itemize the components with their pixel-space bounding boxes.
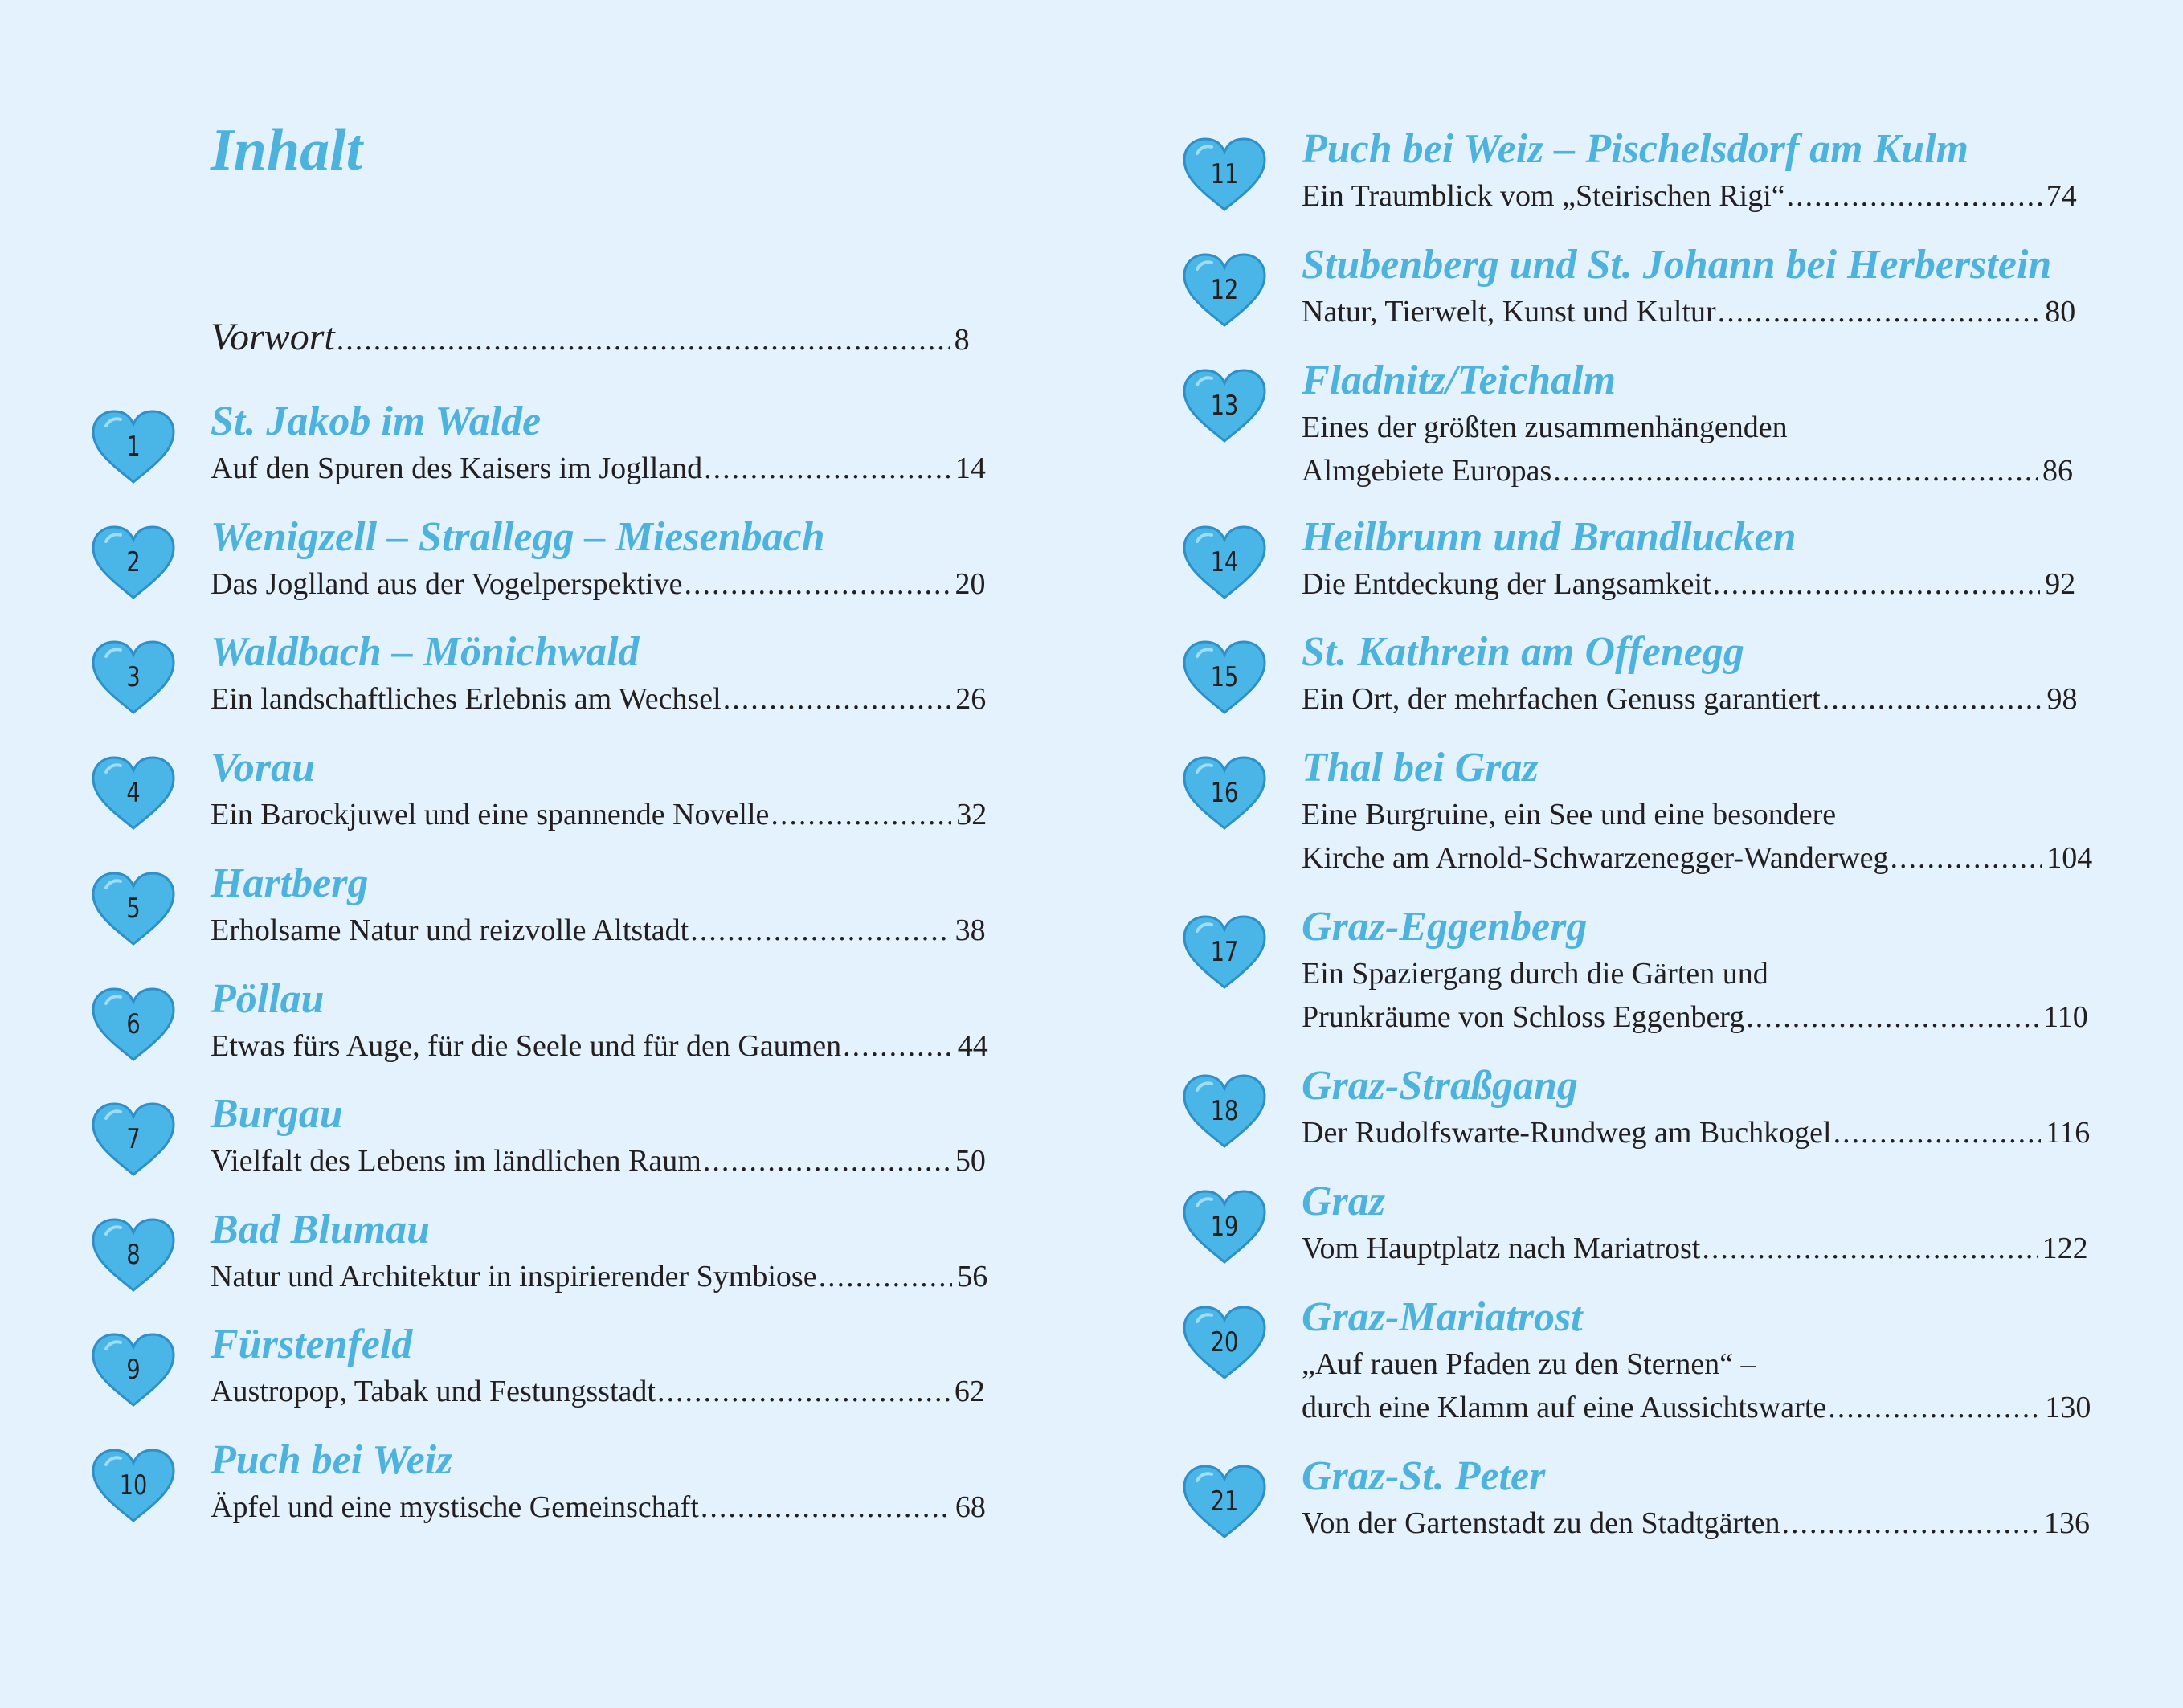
subtitle-text: Almgebiete Europas [1302, 454, 1552, 488]
dot-leader [1713, 562, 2041, 606]
entry-title: Graz-Straßgang [1302, 1063, 1578, 1109]
heart-icon [90, 754, 177, 832]
dot-leader [657, 1370, 950, 1413]
entry-subtitle [1302, 952, 2088, 1039]
page-number: 44 [957, 1029, 988, 1063]
entry-body [1302, 356, 2073, 492]
subtitle-text: Ein landschaftliches Erlebnis am Wechsel [211, 682, 722, 716]
entry-body [1302, 125, 2077, 218]
page-number: 122 [2042, 1232, 2088, 1265]
entry-subtitle-line-with-page [211, 1024, 988, 1068]
entry-subtitle-line [1302, 1342, 2050, 1386]
page-number: 116 [2045, 1116, 2091, 1150]
dot-leader [690, 909, 950, 952]
entry-number: 6 [126, 1008, 141, 1040]
dot-leader [819, 1255, 953, 1298]
page-title: Inhalt [211, 117, 363, 183]
heart-icon [90, 408, 177, 485]
entry-number: 10 [119, 1469, 148, 1502]
dot-leader [1718, 290, 2041, 333]
heart-icon [1181, 913, 1268, 991]
subtitle-text: Prunkräume von Schloss Eggenberg [1302, 1000, 1745, 1034]
entry-body [211, 627, 987, 721]
subtitle-text: Ein Barockjuwel und eine spannende Novelle [211, 798, 770, 832]
entry-body [211, 859, 986, 952]
heart-icon [1181, 639, 1268, 716]
subtitle-text: Vom Hauptplatz nach Mariatrost [1302, 1232, 1701, 1265]
subtitle-text: Von der Gartenstadt zu den Stadtgärten [1302, 1506, 1780, 1540]
dot-leader [1833, 1111, 2041, 1154]
subtitle-text: Kirche am Arnold-Schwarzenegger-Wanderweg [1302, 841, 1889, 875]
subtitle-text: Eine Burgruine, ein See und eine besondere [1302, 798, 1837, 832]
entry-title: Graz-Mariatrost [1302, 1294, 1583, 1340]
entry-subtitle-line-with-page [1302, 174, 2077, 218]
dot-leader [1828, 1386, 2040, 1429]
entry-subtitle [1302, 290, 2076, 333]
subtitle-text: Die Entdeckung der Langsamkeit [1302, 567, 1711, 601]
heart-icon [1181, 251, 1268, 329]
page-number: 32 [956, 798, 987, 832]
entry-body [211, 397, 986, 490]
entry-subtitle-line-with-page [211, 1139, 986, 1183]
entry-subtitle-line [1302, 406, 2050, 449]
heart-icon [1181, 136, 1268, 213]
entry-number: 5 [126, 893, 141, 925]
page-number: 130 [2045, 1391, 2091, 1424]
entry-body [211, 1205, 988, 1298]
entry-subtitle [211, 1139, 986, 1183]
entry-number: 13 [1210, 390, 1239, 422]
subtitle-text: Vielfalt des Lebens im ländlichen Raum [211, 1144, 701, 1178]
dot-leader [1782, 1502, 2039, 1545]
entry-number: 15 [1210, 661, 1239, 693]
heart-icon [90, 639, 177, 716]
entry-body [1302, 1177, 2088, 1270]
entry-subtitle-line-with-page [211, 1485, 986, 1529]
entry-body [1302, 1293, 2091, 1429]
dot-leader [337, 318, 950, 362]
dot-leader [1746, 995, 2038, 1039]
heart-icon [1181, 1463, 1268, 1540]
entry-subtitle-line-with-page [1302, 995, 2088, 1039]
entry-title: St. Jakob im Walde [211, 398, 542, 444]
entry-subtitle-line-with-page [211, 793, 987, 836]
subtitle-text: Ein Traumblick vom „Steirischen Rigi“ [1302, 179, 1785, 213]
entry-subtitle-line-with-page [1302, 562, 2076, 606]
entry-subtitle-line-with-page [211, 909, 986, 952]
entry-body [1302, 743, 2093, 880]
page-number: 80 [2045, 295, 2076, 329]
entry-title: Stubenberg und St. Johann bei Herberstein [1302, 242, 2052, 288]
entry-title: Fürstenfeld [211, 1322, 413, 1367]
heart-icon [1181, 1304, 1268, 1381]
entry-subtitle [211, 1370, 985, 1413]
subtitle-text: Etwas fürs Auge, für die Seele und für den Gaumen [211, 1029, 842, 1063]
dot-leader [723, 677, 951, 721]
entry-number: 7 [126, 1123, 141, 1155]
heart-icon [90, 1447, 177, 1524]
subtitle-text: Natur, Tierwelt, Kunst und Kultur [1302, 295, 1716, 329]
entry-body [1302, 902, 2088, 1039]
entry-number: 11 [1210, 158, 1239, 190]
page-number: 74 [2046, 179, 2077, 213]
entry-subtitle [211, 793, 987, 836]
entry-title: St. Kathrein am Offenegg [1302, 629, 1744, 675]
subtitle-text: „Auf rauen Pfaden zu den Sternen“ – [1302, 1347, 1756, 1381]
entry-number: 2 [126, 546, 141, 578]
entry-title: Pöllau [211, 976, 325, 1022]
entry-number: 8 [126, 1239, 141, 1271]
page-number: 98 [2046, 682, 2078, 716]
dot-leader [704, 447, 950, 490]
entry-subtitle-line-with-page [1302, 677, 2078, 721]
subtitle-text: Erholsame Natur und reizvolle Altstadt [211, 913, 689, 947]
entry-subtitle-line [1302, 793, 2050, 836]
page-number: 50 [955, 1144, 986, 1178]
page-number: 8 [954, 323, 970, 357]
heart-icon [1181, 524, 1268, 601]
dot-leader [771, 793, 951, 836]
page-number: 110 [2043, 1000, 2088, 1034]
entry-body [211, 513, 986, 606]
entry-title: Thal bei Graz [1302, 745, 1539, 791]
entry-title: Wenigzell – Strallegg – Miesenbach [211, 514, 825, 560]
entry-number: 1 [126, 431, 141, 463]
entry-subtitle [211, 1485, 986, 1529]
entry-number: 16 [1210, 777, 1239, 809]
entry-body [1302, 1452, 2090, 1545]
entry-number: 9 [126, 1354, 141, 1386]
entry-subtitle [211, 1024, 988, 1068]
entry-body [211, 975, 988, 1068]
entry-body [211, 1089, 986, 1183]
entry-subtitle-line-with-page [211, 447, 986, 490]
entry-title: Burgau [211, 1091, 343, 1137]
entry-subtitle-line-with-page [1302, 1227, 2088, 1270]
heart-icon [90, 986, 177, 1063]
heart-icon [90, 1216, 177, 1293]
dot-leader [684, 562, 950, 606]
dot-leader [1553, 449, 2038, 492]
page-number: 56 [957, 1260, 988, 1293]
entry-body [1302, 1061, 2091, 1154]
entry-number: 14 [1210, 546, 1239, 578]
dot-leader [1702, 1227, 2037, 1270]
entry-body [211, 1436, 986, 1529]
entry-subtitle-line-with-page [1302, 1111, 2091, 1154]
entry-subtitle [1302, 1111, 2091, 1154]
dot-leader [1787, 174, 2042, 218]
entry-subtitle [211, 677, 987, 721]
entry-body [1302, 627, 2078, 721]
heart-icon [90, 870, 177, 947]
subtitle-text: Ein Ort, der mehrfachen Genuss garantiert [1302, 682, 1821, 716]
entry-title: Vorau [211, 745, 316, 791]
entry-subtitle-line-with-page [1302, 1502, 2090, 1545]
entry-subtitle-line-with-page [1302, 1386, 2091, 1429]
entry-title: Graz-Eggenberg [1302, 904, 1588, 950]
entry-number: 18 [1210, 1095, 1239, 1127]
entry-title: Fladnitz/Teichalm [1302, 358, 1617, 403]
entry-subtitle [1302, 793, 2093, 880]
heart-icon [90, 1101, 177, 1178]
subtitle-text: Ein Spaziergang durch die Gärten und [1302, 957, 1768, 991]
entry-subtitle [1302, 1227, 2088, 1270]
entry-title: Graz-St. Peter [1302, 1453, 1546, 1499]
subtitle-text: Auf den Spuren des Kaisers im Joglland [211, 452, 703, 485]
entry-subtitle [1302, 677, 2078, 721]
entry-subtitle-line [1302, 952, 2050, 995]
subtitle-text: Das Joglland aus der Vogelperspektive [211, 567, 683, 601]
entry-body [1302, 240, 2076, 333]
page-number: 14 [955, 452, 986, 485]
entry-number: 12 [1210, 274, 1239, 306]
dot-leader [701, 1485, 950, 1529]
entry-number: 21 [1210, 1485, 1239, 1518]
entry-subtitle [1302, 1502, 2090, 1545]
entry-subtitle-line-with-page [211, 1255, 988, 1298]
entry-subtitle [211, 909, 986, 952]
subtitle-text: Der Rudolfswarte-Rundweg am Buchkogel [1302, 1116, 1832, 1150]
dot-leader [703, 1139, 950, 1183]
entry-title: Puch bei Weiz – Pischelsdorf am Kulm [1302, 126, 1969, 172]
entry-number: 19 [1210, 1211, 1239, 1243]
page-number: 68 [955, 1490, 986, 1524]
entry-subtitle [1302, 1342, 2091, 1429]
vorwort-label: Vorwort [211, 316, 335, 358]
heart-icon [1181, 1073, 1268, 1150]
heart-icon [1181, 1188, 1268, 1265]
heart-icon [1181, 367, 1268, 444]
dot-leader [1891, 836, 2042, 880]
subtitle-text: Austropop, Tabak und Festungsstadt [211, 1375, 656, 1408]
page-number: 20 [955, 567, 986, 601]
heart-icon [90, 1331, 177, 1408]
dot-leader [1822, 677, 2042, 721]
entry-body [211, 743, 987, 836]
toc-vorwort[interactable] [211, 316, 970, 364]
page-number: 26 [955, 682, 987, 716]
subtitle-text: Äpfel und eine mystische Gemeinschaft [211, 1490, 699, 1524]
page-number: 86 [2042, 454, 2073, 488]
heart-icon [90, 524, 177, 601]
entry-subtitle-line-with-page [1302, 836, 2093, 880]
entry-title: Hartberg [211, 860, 369, 906]
entry-title: Bad Blumau [211, 1207, 431, 1252]
entry-subtitle-line-with-page [211, 562, 986, 606]
entry-number: 3 [126, 661, 141, 693]
entry-title: Waldbach – Mönichwald [211, 629, 640, 675]
entry-subtitle [1302, 406, 2073, 492]
entry-title: Graz [1302, 1179, 1386, 1224]
entry-subtitle-line-with-page [1302, 290, 2076, 333]
entry-subtitle-line-with-page [1302, 449, 2073, 492]
page-number: 38 [955, 913, 986, 947]
subtitle-text: durch eine Klamm auf eine Aussichtswarte [1302, 1391, 1827, 1424]
entry-title: Puch bei Weiz [211, 1437, 453, 1483]
entry-subtitle-line-with-page [211, 1370, 985, 1413]
entry-subtitle [211, 1255, 988, 1298]
entry-body [211, 1320, 985, 1413]
dot-leader [843, 1024, 953, 1068]
subtitle-text: Natur und Architektur in inspirierender Symbiose [211, 1260, 817, 1293]
page-number: 104 [2046, 841, 2093, 875]
entry-body [1302, 513, 2076, 606]
entry-number: 20 [1210, 1326, 1239, 1359]
entry-number: 4 [126, 777, 141, 809]
entry-subtitle-line-with-page [211, 677, 987, 721]
subtitle-text: Eines der größten zusammenhängenden [1302, 411, 1788, 444]
entry-subtitle [1302, 174, 2077, 218]
entry-subtitle [211, 562, 986, 606]
entry-subtitle [1302, 562, 2076, 606]
entry-subtitle [211, 447, 986, 490]
page-number: 62 [954, 1375, 985, 1408]
page-number: 136 [2043, 1506, 2090, 1540]
heart-icon [1181, 754, 1268, 832]
page-number: 92 [2045, 567, 2076, 601]
entry-number: 17 [1210, 936, 1239, 968]
entry-title: Heilbrunn und Brandlucken [1302, 514, 1797, 560]
